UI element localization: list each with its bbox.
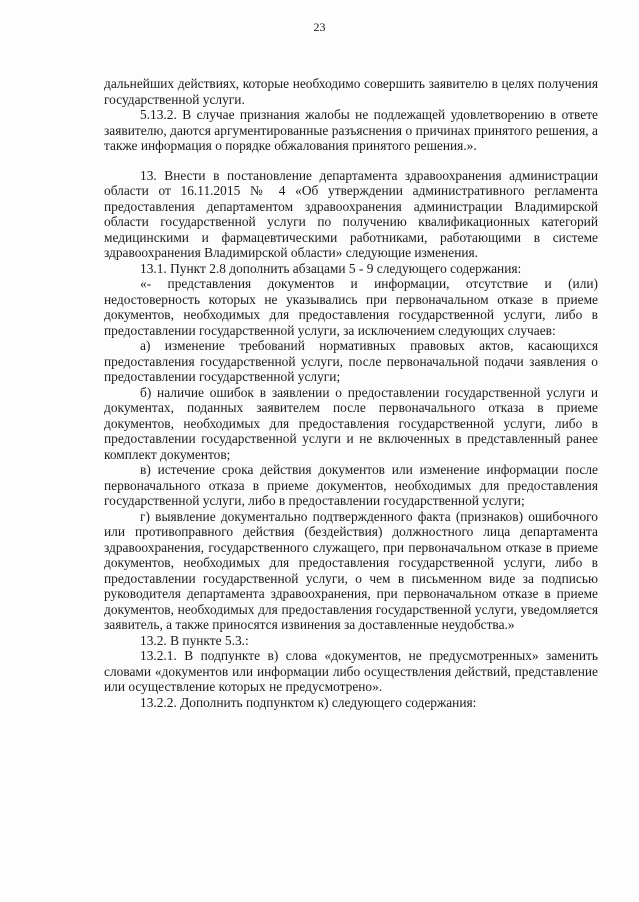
paragraph: 13. Внести в постановление департамента здравоохранения администрации области от 16.11.2015 № 4 «Об утверждении административного регламента предоставления департаментом здравоохранения администрации Владимирской области государственной услуги по получению квалификационных категорий медицинскими и фармацевтическими работниками, работающими в системе здравоохранения Владимирской области» следующие изменения. [104,167,598,260]
paragraph: 13.1. Пункт 2.8 дополнить абзацами 5 - 9 следующего содержания: [140,260,522,276]
paragraph: а) изменение требований нормативных правовых актов, касающихся предоставления государственной услуги, после первоначальной подачи заявления о предоставлении государственной услуги; [104,338,598,384]
paragraph: г) выявление документально подтвержденного факта (признаков) ошибочного или противоправного действия (бездействия) должностного лица департамента здравоохранения, государственного служащего, при первоначальном отказе в приеме документов, необходимых для предоставления государственной услуги, либо в предоставлении государственной услуги, о чем в письменном виде за подписью руководителя департамента здравоохранения, при первоначальном отказе в приеме документов, необходимых для предоставления государственной услуги, уведомляется заявитель, а также приносятся извинения за доставленные неудобства.» [104,508,598,632]
paragraph: 5.13.2. В случае признания жалобы не подлежащей удовлетворению в ответе заявителю, даются аргументированные разъяснения о причинах принятого решения, а также информация о порядке обжалования принятого решения.». [104,107,598,153]
paragraph: «- представления документов и информации, отсутствие и (или) недостоверность которых не указывались при первоначальном отказе в приеме документов, необходимых для предоставления государственной услуги, либо в предоставлении государственной услуги, за исключением следующих случаев: [104,276,598,338]
paragraph: дальнейших действиях, которые необходимо совершить заявителю в целях получения государственной услуги. [104,76,598,107]
paragraph: 13.2. В пункте 5.3.: [140,632,249,648]
page-number: 23 [313,20,326,34]
paragraph: 13.2.2. Дополнить подпунктом к) следующего содержания: [140,694,477,710]
paragraph: 13.2.1. В подпункте в) слова «документов, не предусмотренных» заменить словами «документов или информации либо осуществления действий, представление или осуществление которых не предусмотрено». [104,648,598,694]
paragraph: б) наличие ошибок в заявлении о предоставлении государственной услуги и документах, поданных заявителем после первоначального отказа в приеме документов, необходимых для предоставления государственной услуги, либо в предоставлении государственной услуги и не включенных в представленный ранее комплект документов; [104,384,598,462]
paragraph: в) истечение срока действия документов или изменение информации после первоначального отказа в приеме документов, необходимых для предоставления государственной услуги, либо в предоставлении государственной услуги; [104,462,598,508]
document-body [104,76,598,710]
